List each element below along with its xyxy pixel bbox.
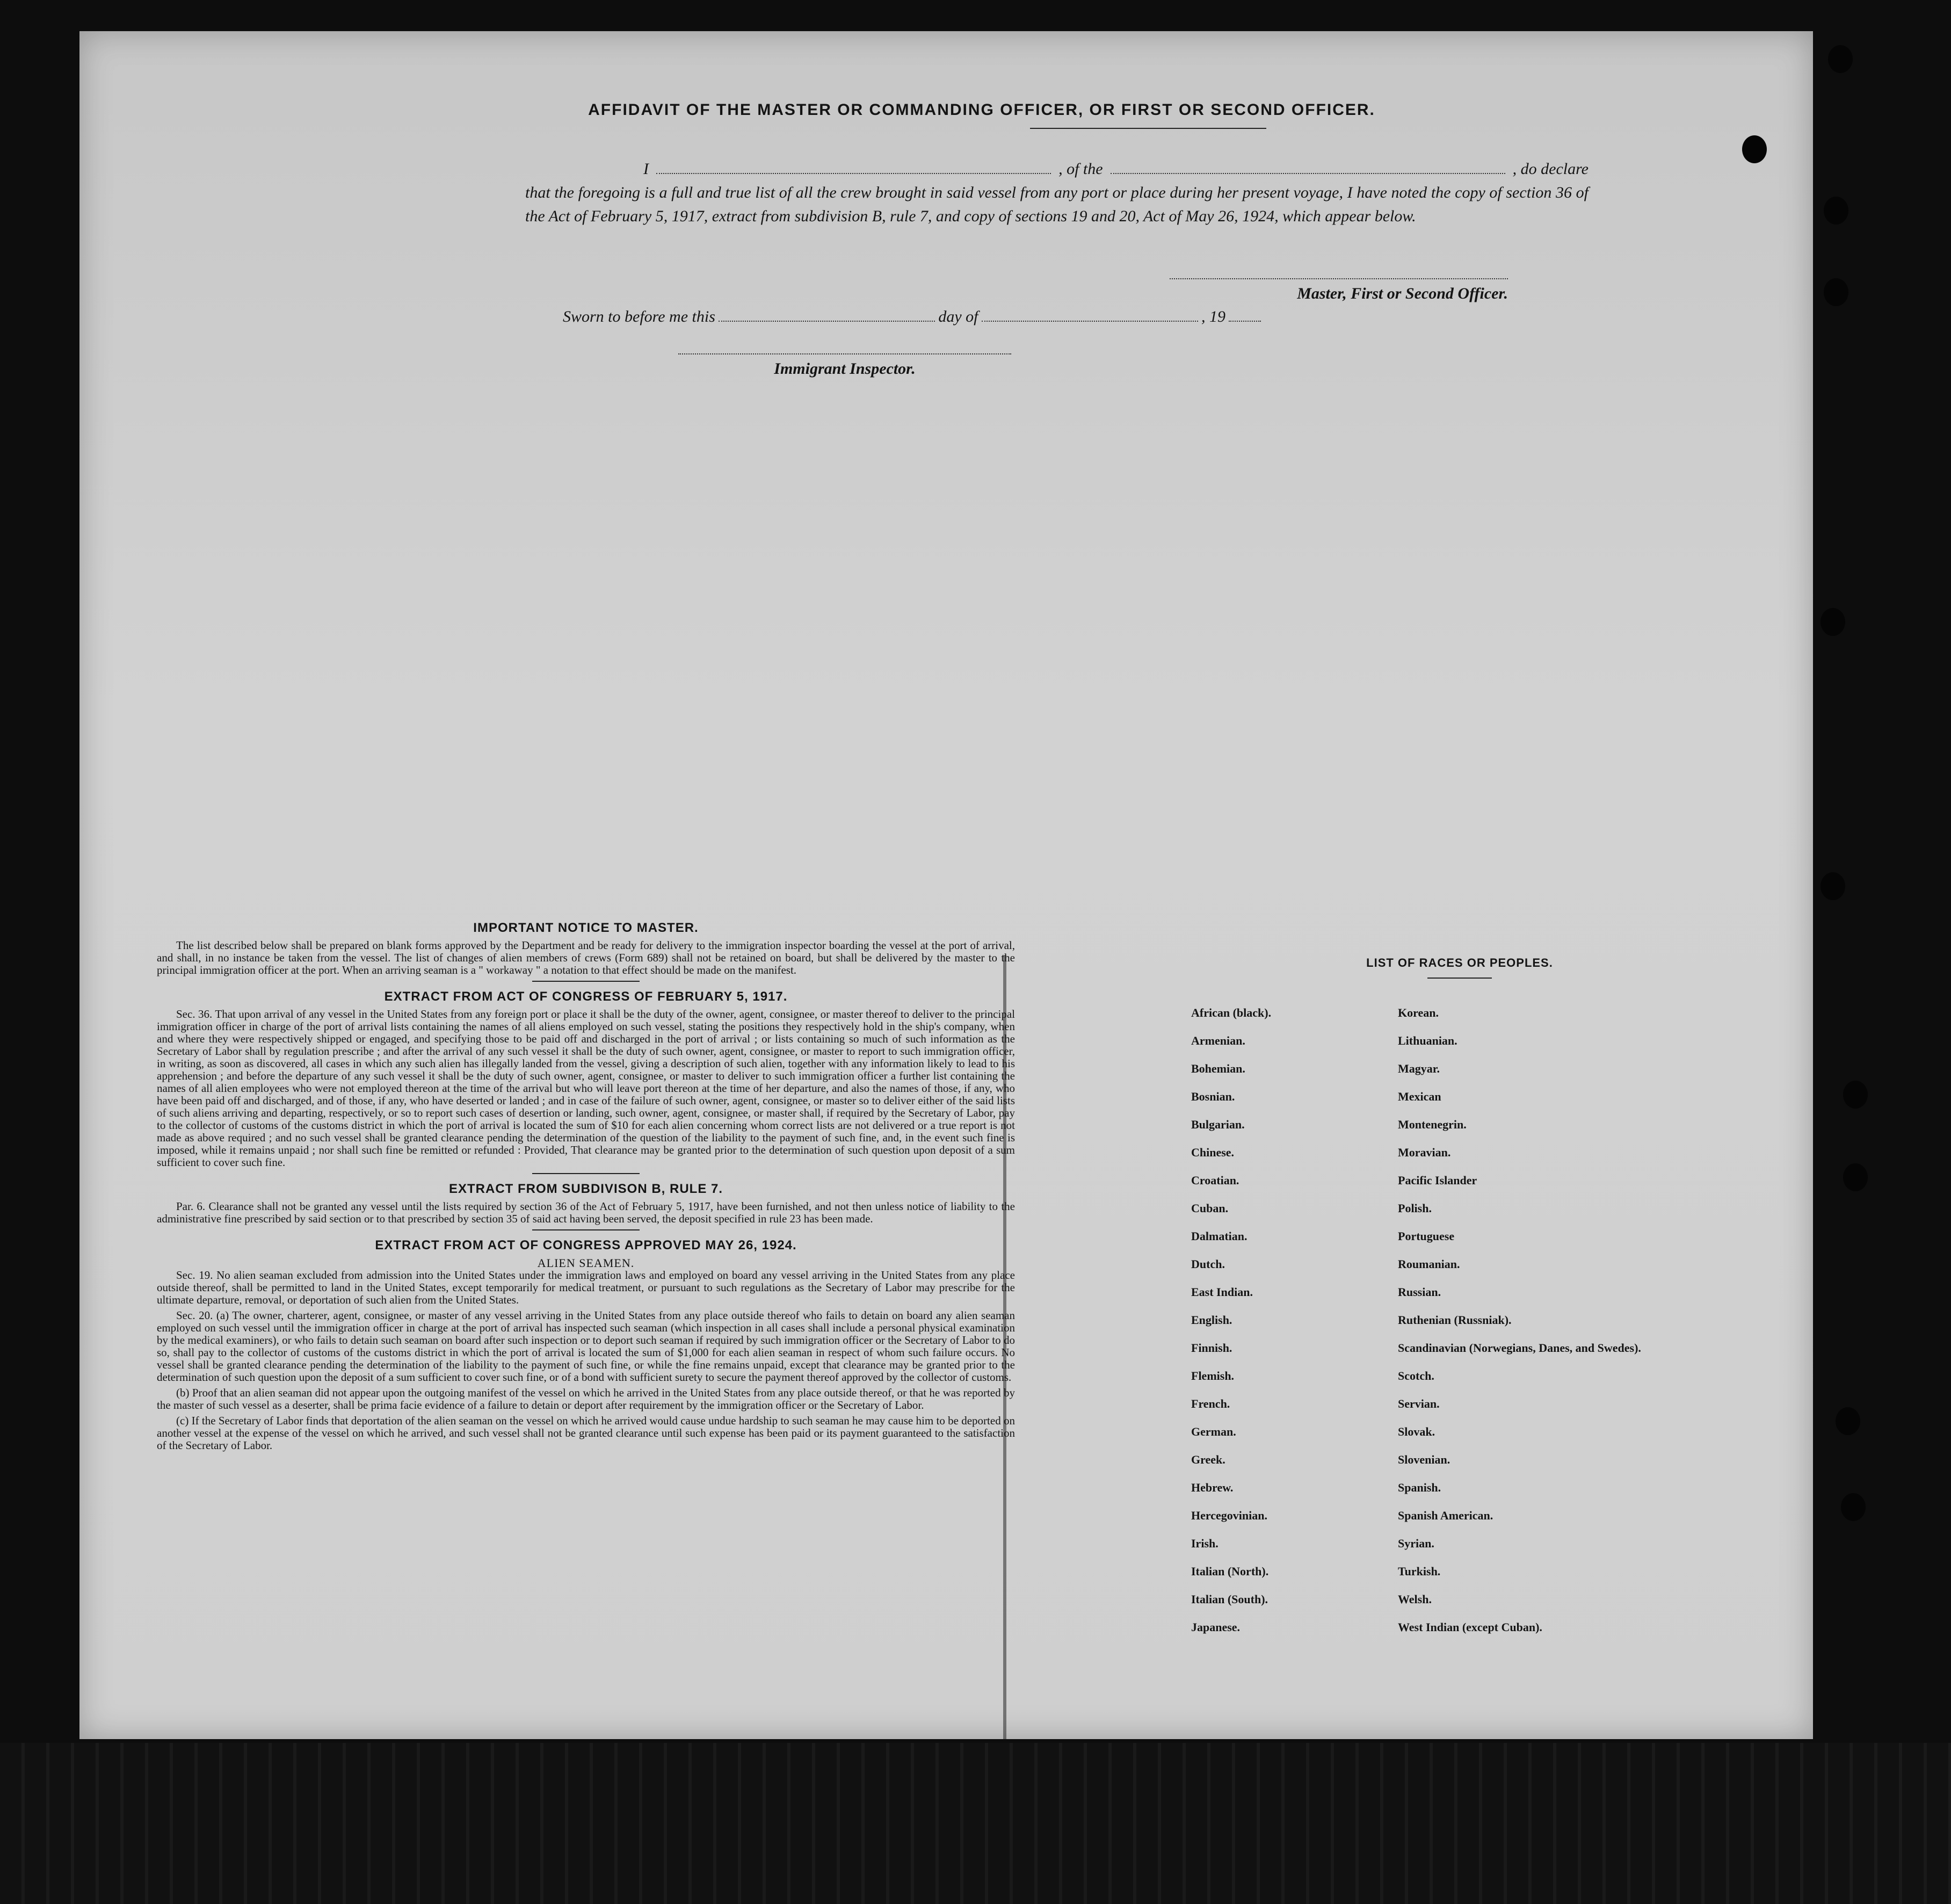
race-item: Italian (South).	[1191, 1592, 1268, 1606]
race-item: Slovenian.	[1398, 1453, 1450, 1466]
race-item: Welsh.	[1398, 1592, 1432, 1606]
sworn-line	[563, 308, 1261, 326]
sec-20c-text: (c) If the Secretary of Labor finds that deportation of the alien seaman on the vessel on which he arrived would cause undue hardship to such seaman he may cause him to be deported on another vessel at the expense of the vessel on which he arrived, and such vessel shall not be granted clearance until such expense has been paid or its payment guaranteed to the satisfaction of the Secretary of Labor.	[157, 1414, 1015, 1452]
race-item: Lithuanian.	[1398, 1034, 1457, 1047]
declare-label: , do declare	[1512, 160, 1589, 178]
section-rule	[532, 1229, 640, 1230]
race-item: Italian (North).	[1191, 1565, 1269, 1578]
race-item: French.	[1191, 1397, 1230, 1410]
race-item: Polish.	[1398, 1201, 1432, 1215]
punch-hole	[1742, 135, 1767, 163]
race-item: Scotch.	[1398, 1369, 1434, 1382]
affidavit-text: that the foregoing is a full and true list of all the crew brought in said vessel from any port or place during her present voyage, I have noted the copy of section 36 of the Act of February 5, 1917, extract from subdivision B, rule 7, and copy of sections 19 and 20, Act of May 26, 1924, which appear below.	[525, 184, 1589, 225]
punch-hole	[1824, 278, 1848, 306]
race-item: Pacific Islander	[1398, 1174, 1477, 1187]
declarant-i: I	[643, 160, 649, 178]
races-title: LIST OF RACES OR PEOPLES.	[1366, 956, 1553, 969]
subdivision-title: EXTRACT FROM SUBDIVISON B, RULE 7.	[448, 1182, 723, 1196]
declarant-line	[525, 157, 1589, 181]
race-item: Bulgarian.	[1191, 1118, 1245, 1131]
race-item: Bohemian.	[1191, 1062, 1245, 1075]
race-item: Hebrew.	[1191, 1481, 1234, 1494]
race-item: African (black).	[1191, 1006, 1272, 1019]
race-item: Portuguese	[1398, 1229, 1455, 1243]
race-item: Chinese.	[1191, 1146, 1235, 1159]
race-item: Turkish.	[1398, 1565, 1441, 1578]
punch-hole	[1821, 608, 1845, 636]
sworn-year-label: , 19	[1201, 308, 1225, 325]
race-item: Mexican	[1398, 1090, 1441, 1103]
extract-1917-title: EXTRACT FROM ACT OF CONGRESS OF FEBRUARY 5, 1917.	[384, 989, 788, 1004]
title-rule	[1030, 128, 1266, 129]
master-signature	[1170, 278, 1508, 303]
sworn-day-blank	[719, 321, 935, 322]
race-item: East Indian.	[1191, 1285, 1253, 1299]
race-item: Finnish.	[1191, 1341, 1232, 1355]
film-border	[0, 1743, 1951, 1904]
subdivision-text: Par. 6. Clearance shall not be granted any vessel until the lists required by section 36 of the Act of February 5, 1917, have been furnished, and not then unless notice of liability to the administrative fine prescribed by said section or to that prescribed by section 35 of said act having been served, the deposit specified in rule 23 has been made.	[157, 1200, 1015, 1225]
master-label: Master, First or Second Officer.	[1297, 285, 1508, 302]
race-item: Slovak.	[1398, 1425, 1435, 1438]
race-item: Spanish American.	[1398, 1509, 1493, 1522]
extract-1917-text: Sec. 36. That upon arrival of any vessel in the United States from any foreign port or place it shall be the duty of the owner, agent, consignee, or master thereof to deliver to the principal immigration officer in charge of the port of arrival lists containing the names of all aliens employed on such vessel, stating the positions they respectively hold in the ship's company, when and where they were respectively shipped or engaged, and specifying those to be paid off and discharged in the port of arrival ; or lists containing so much of such information as the Secretary of Labor shall by regulation prescribe ; and after the arrival of any such vessel it shall be the duty of such owner, agent, consignee, or master to report to such immigration officer, in writing, as soon as discovered, all cases in which any such alien has illegally landed from the vessel, giving a description of such alien, together with any information likely to lead to his apprehension ; and before the departure of any such vessel it shall be the duty of such owner, agent, consignee, or master to deliver to such immigration officer a further list containing the names of all alien employees who were not employed thereon at the time of the arrival but who will leave port thereon at the time of her departure, and also the names of those, if any, who have been paid off and discharged, and of those, if any, who have deserted or landed ; and in case of the failure of such owner, agent, consignee, or master so to deliver either of the said lists of such aliens arriving and departing, respectively, or so to report such cases of desertion or landing, such owner, agent, consignee, or master shall, if required by the Secretary of Labor, pay to the collector of customs of the customs district in which the port of arrival is located the sum of $10 for each alien concerning whom correct lists are not delivered or a true report is not made as above required ; and no such vessel shall be granted clearance pending the determination of the question of the liability to the payment of such fine, and, in the event such fine is imposed, while it remains unpaid ; nor shall such fine be remitted or refunded : Provided, That clearance may be granted prior to the determination of such question upon deposit of a sum sufficient to cover such fine.	[157, 1008, 1015, 1169]
race-item: Korean.	[1398, 1006, 1439, 1019]
sec-19-text: Sec. 19. No alien seaman excluded from admission into the United States under the immigration laws and employed on board any vessel arriving in the United States from any place outside thereof, shall be permitted to land in the United States, except temporarily for medical treatment, or pursuant to such regulations as the Secretary of Labor may prescribe for the ultimate departure, removal, or deportation of such alien from the United States.	[157, 1269, 1015, 1306]
race-item: Armenian.	[1191, 1034, 1245, 1047]
punch-hole	[1821, 872, 1845, 900]
alien-seamen-heading: ALIEN SEAMEN.	[537, 1256, 635, 1270]
race-item: Japanese.	[1191, 1620, 1241, 1634]
punch-hole	[1841, 1493, 1866, 1521]
races-rule	[1427, 978, 1492, 979]
document-page	[79, 31, 1813, 1739]
sworn-day-label: day of	[938, 308, 978, 325]
race-item: Spanish.	[1398, 1481, 1441, 1494]
sworn-prefix: Sworn to before me this	[563, 308, 715, 325]
race-item: Scandinavian (Norwegians, Danes, and Swedes).	[1398, 1341, 1641, 1355]
sec-20a-text: Sec. 20. (a) The owner, charterer, agent, consignee, or master of any vessel arriving in the United States from any place outside thereof who fails to detain on board any alien seaman employed on such vessel until the immigration officer in charge at the port of arrival has inspected such seaman (which inspection in all cases shall include a personal physical examination by the medical examiners), or who fails to detain such seaman on board after such inspection or to deport such seaman if required by such immigration officer or the Secretary of Labor to do so, shall pay to the collector of customs of the customs district in which the port of arrival is located the sum of $1,000 for each alien seaman in respect of whom such failure occurs. No vessel shall be granted clearance pending the determination of the liability to the payment of such fine, or while the fine remains unpaid, except that clearance may be granted prior to the determination of such question upon the deposit of a sum sufficient to cover such fine, or of a bond with sufficient surety to secure the payment thereof approved by the collector of customs.	[157, 1309, 1015, 1384]
race-item: Croatian.	[1191, 1174, 1239, 1187]
race-item: Russian.	[1398, 1285, 1441, 1299]
inspector-label: Immigrant Inspector.	[774, 360, 916, 378]
affidavit-body	[525, 157, 1589, 228]
punch-hole	[1828, 45, 1853, 73]
race-item: English.	[1191, 1313, 1232, 1327]
notice-title: IMPORTANT NOTICE TO MASTER.	[473, 921, 699, 935]
section-rule	[532, 981, 640, 982]
signature-line	[1170, 278, 1508, 279]
extract-1924-title: EXTRACT FROM ACT OF CONGRESS APPROVED MAY 26, 1924.	[375, 1238, 797, 1253]
race-item: Flemish.	[1191, 1369, 1235, 1382]
race-item: West Indian (except Cuban).	[1398, 1620, 1542, 1634]
race-item: Irish.	[1191, 1537, 1219, 1550]
affidavit-title: AFFIDAVIT OF THE MASTER OR COMMANDING OFFICER, OR FIRST OR SECOND OFFICER.	[588, 101, 1375, 119]
punch-hole	[1824, 197, 1848, 225]
race-item: Cuban.	[1191, 1201, 1229, 1215]
race-item: Hercegovinian.	[1191, 1509, 1267, 1522]
of-the-label: , of the	[1058, 160, 1103, 178]
section-rule	[532, 1173, 640, 1174]
inspector-line	[678, 353, 1011, 354]
legal-notices	[157, 922, 1015, 1455]
race-item: German.	[1191, 1425, 1236, 1438]
punch-hole	[1843, 1163, 1868, 1191]
race-item: Syrian.	[1398, 1537, 1434, 1550]
inspector-signature	[678, 353, 1011, 378]
punch-hole	[1843, 1081, 1868, 1109]
race-item: Dutch.	[1191, 1257, 1225, 1271]
race-item: Bosnian.	[1191, 1090, 1235, 1103]
race-item: Magyar.	[1398, 1062, 1440, 1075]
name-blank	[656, 173, 1051, 174]
notice-text: The list described below shall be prepared on blank forms approved by the Department and be ready for delivery to the immigration inspector boarding the vessel at the port of arrival, and shall, in no instance be taken from the vessel. The list of changes of alien members of crews (Form 689) shall not be retained on board, but shall be delivered by the master to the principal immigration officer at the port. When an arriving seaman is a " workaway " a notation to that effect should be made on the manifest.	[157, 939, 1015, 976]
sworn-month-blank	[982, 321, 1198, 322]
race-item: Dalmatian.	[1191, 1229, 1248, 1243]
race-item: Greek.	[1191, 1453, 1225, 1466]
sworn-year-blank	[1229, 321, 1261, 322]
race-item: Montenegrin.	[1398, 1118, 1467, 1131]
race-item: Moravian.	[1398, 1146, 1451, 1159]
race-item: Servian.	[1398, 1397, 1440, 1410]
vessel-blank	[1111, 173, 1505, 174]
punch-hole	[1836, 1407, 1860, 1435]
races-list	[1191, 1006, 1648, 1648]
sec-20b-text: (b) Proof that an alien seaman did not appear upon the outgoing manifest of the vessel on which he arrived in the United States from any place outside thereof, or that he was reported by the master of such vessel as a deserter, shall be prima facie evidence of a failure to detain or deport after requirement by the immigration officer or the Secretary of Labor.	[157, 1386, 1015, 1411]
race-item: Roumanian.	[1398, 1257, 1460, 1271]
race-item: Ruthenian (Russniak).	[1398, 1313, 1512, 1327]
